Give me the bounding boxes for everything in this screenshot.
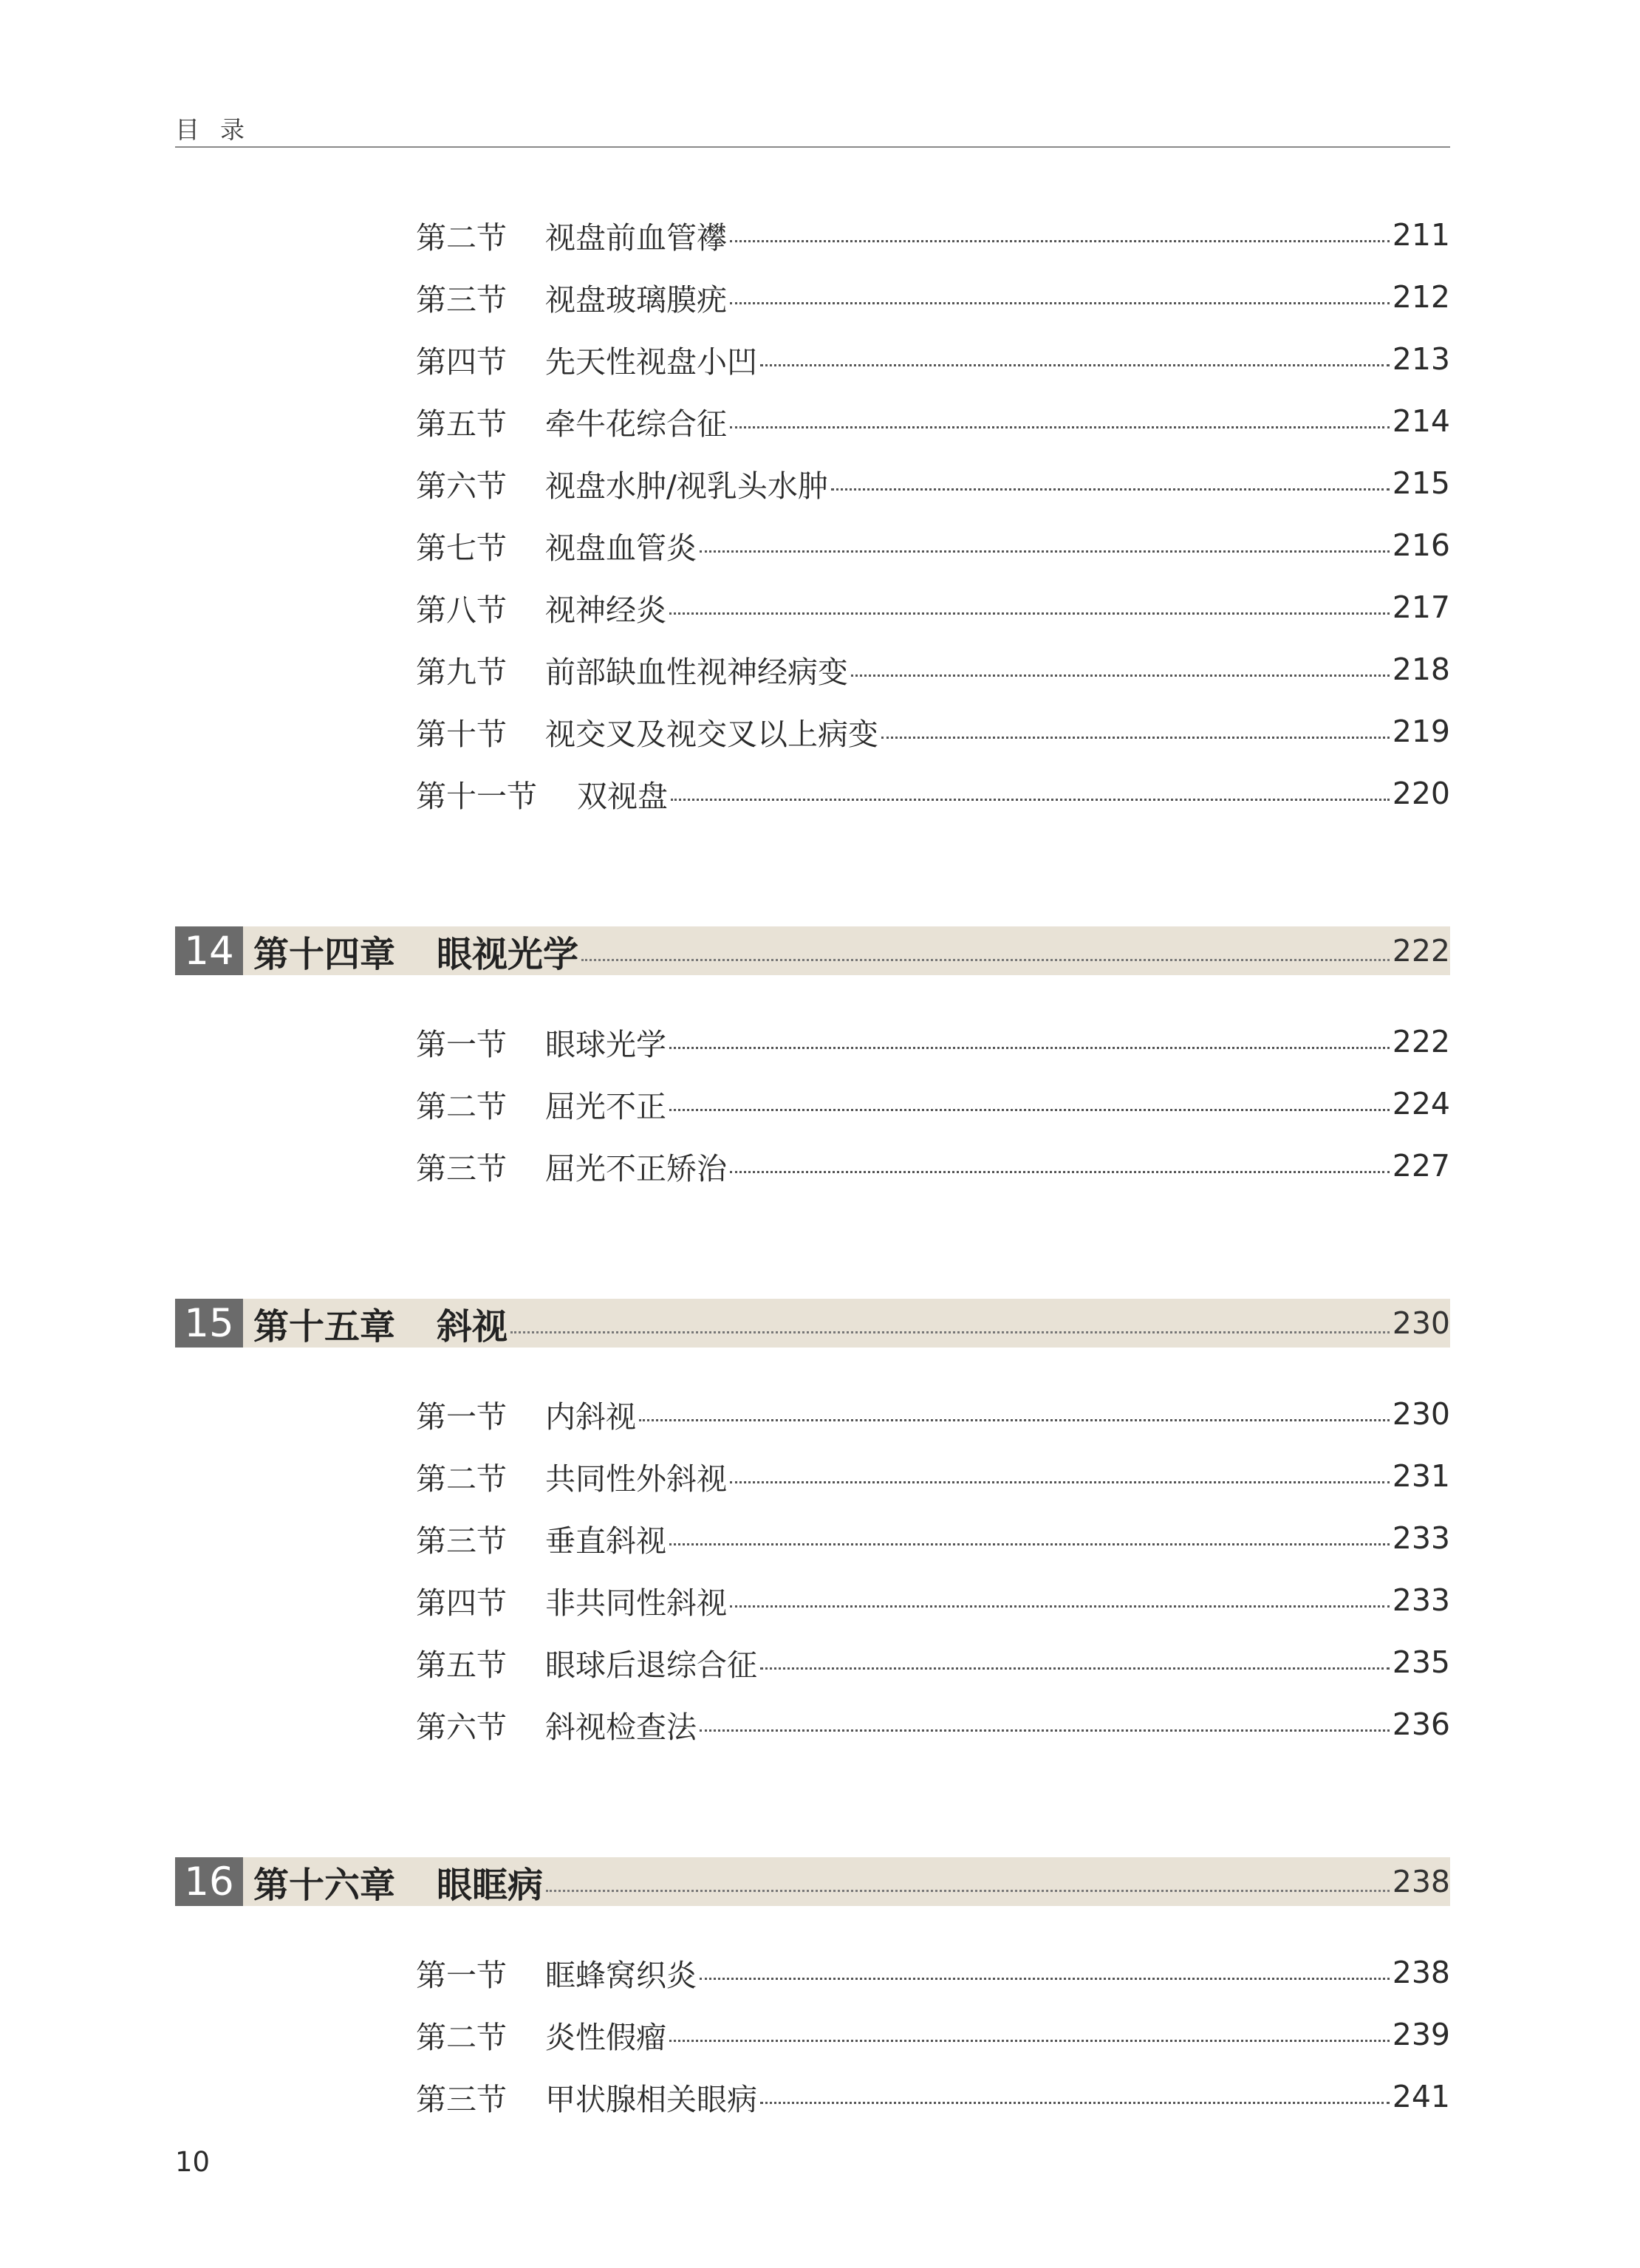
dot-leader: [730, 1171, 1390, 1173]
dot-leader: [730, 240, 1390, 242]
page-ref: 222: [1392, 933, 1450, 969]
section-number: 第十节: [416, 716, 507, 752]
section-title: 内斜视: [545, 1398, 636, 1435]
dot-leader: [700, 1978, 1390, 1980]
dot-leader: [669, 1109, 1390, 1111]
chapter-label: 第十四章: [253, 933, 396, 975]
section-number: 第二节: [416, 1461, 507, 1497]
section-number: 第三节: [416, 281, 507, 318]
chapter-label: 第十六章: [253, 1864, 396, 1906]
section-title: 视盘前血管襻: [545, 219, 727, 256]
dot-leader: [669, 1543, 1390, 1545]
toc-section-row[interactable]: [416, 211, 1450, 259]
dot-leader: [546, 1890, 1390, 1892]
section-number: 第八节: [416, 592, 507, 628]
section-number: 第一节: [416, 1398, 507, 1435]
section-title: 共同性外斜视: [545, 1461, 727, 1497]
section-title: 视盘水肿/视乳头水肿: [545, 468, 828, 504]
dot-leader: [700, 1729, 1390, 1732]
chapter-label: 第十五章: [253, 1305, 396, 1348]
chapter-title: 斜视: [437, 1305, 508, 1348]
section-title: 视盘血管炎: [545, 530, 697, 566]
section-title: 甲状腺相关眼病: [545, 2081, 757, 2117]
page-ref: 233: [1392, 1582, 1450, 1618]
toc-section-row[interactable]: [416, 770, 1450, 817]
page-ref: 235: [1392, 1644, 1450, 1680]
page-ref: 217: [1392, 590, 1450, 625]
page-ref: 230: [1392, 1305, 1450, 1341]
toc-section-row[interactable]: [416, 522, 1450, 569]
section-title: 屈光不正矫治: [545, 1150, 727, 1186]
toc-section-row[interactable]: [416, 1018, 1450, 1065]
dot-leader: [669, 612, 1390, 615]
toc-section-row[interactable]: [416, 1452, 1450, 1500]
page-ref: 238: [1392, 1864, 1450, 1899]
section-number: 第四节: [416, 1585, 507, 1621]
section-title: 非共同性斜视: [545, 1585, 727, 1621]
section-title: 视交叉及视交叉以上病变: [545, 716, 878, 752]
page-ref: 216: [1392, 527, 1450, 563]
page-ref: 233: [1392, 1520, 1450, 1556]
page-ref: 224: [1392, 1086, 1450, 1121]
section-title: 视神经炎: [545, 592, 666, 628]
section-title: 眼球后退综合征: [545, 1647, 757, 1683]
toc-chapter-row[interactable]: [175, 926, 1450, 975]
chapter-number-badge: 14: [175, 926, 243, 975]
toc-section-row[interactable]: [416, 2011, 1450, 2058]
dot-leader: [730, 1605, 1390, 1608]
toc-section-row[interactable]: [416, 1577, 1450, 1624]
section-title: 眶蜂窝织炎: [545, 1957, 697, 1993]
section-title: 眼球光学: [545, 1026, 666, 1062]
page-ref: 219: [1392, 714, 1450, 749]
section-number: 第二节: [416, 2019, 507, 2055]
dot-leader: [581, 959, 1390, 961]
page-ref: 241: [1392, 2079, 1450, 2114]
section-number: 第六节: [416, 468, 507, 504]
page-ref: 218: [1392, 652, 1450, 687]
toc-section-row[interactable]: [416, 1514, 1450, 1562]
toc-chapter-row[interactable]: [175, 1299, 1450, 1348]
section-number: 第一节: [416, 1026, 507, 1062]
toc-chapter-row[interactable]: [175, 1857, 1450, 1906]
dot-leader: [760, 1667, 1390, 1670]
section-title: 先天性视盘小凹: [545, 344, 757, 380]
section-title: 视盘玻璃膜疣: [545, 281, 727, 318]
dot-leader: [700, 550, 1390, 553]
dot-leader: [760, 2102, 1390, 2104]
section-number: 第四节: [416, 344, 507, 380]
dot-leader: [730, 302, 1390, 304]
dot-leader: [730, 426, 1390, 428]
toc-section-row[interactable]: [416, 1390, 1450, 1438]
page-ref: 227: [1392, 1148, 1450, 1183]
dot-leader: [510, 1331, 1390, 1333]
toc-section-row[interactable]: [416, 1080, 1450, 1127]
dot-leader: [730, 1481, 1390, 1483]
section-number: 第三节: [416, 1523, 507, 1559]
dot-leader: [639, 1419, 1390, 1421]
toc-section-row[interactable]: [416, 460, 1450, 507]
section-title: 双视盘: [577, 778, 668, 814]
dot-leader: [881, 737, 1390, 739]
chapter-number-badge: 16: [175, 1857, 243, 1906]
section-number: 第七节: [416, 530, 507, 566]
dot-leader: [669, 1047, 1390, 1049]
toc-section-row[interactable]: [416, 1949, 1450, 1996]
section-title: 牵牛花综合征: [545, 406, 727, 442]
section-number: 第六节: [416, 1709, 507, 1745]
toc-section-row[interactable]: [416, 708, 1450, 755]
section-title: 炎性假瘤: [545, 2019, 666, 2055]
page-ref: 220: [1392, 776, 1450, 811]
page-ref: 211: [1392, 217, 1450, 253]
section-number: 第十一节: [416, 778, 537, 814]
page-header: [175, 111, 1450, 148]
section-number: 第一节: [416, 1957, 507, 1993]
section-number: 第五节: [416, 406, 507, 442]
toc-section-row[interactable]: [416, 335, 1450, 383]
dot-leader: [671, 799, 1390, 801]
toc-section-row[interactable]: [416, 646, 1450, 693]
toc-section-row[interactable]: [416, 1142, 1450, 1189]
dot-leader: [851, 674, 1390, 677]
page-ref: 239: [1392, 2017, 1450, 2052]
toc-section-row[interactable]: [416, 1701, 1450, 1748]
page-ref: 213: [1392, 341, 1450, 377]
dot-leader: [669, 2040, 1390, 2042]
chapter-title: 眼视光学: [437, 933, 579, 975]
section-number: 第五节: [416, 1647, 507, 1683]
page-ref: 212: [1392, 279, 1450, 315]
section-title: 前部缺血性视神经病变: [545, 654, 848, 690]
toc-section-row[interactable]: [416, 584, 1450, 631]
section-title: 屈光不正: [545, 1088, 666, 1124]
section-title: 斜视检查法: [545, 1709, 697, 1745]
page-ref: 214: [1392, 403, 1450, 439]
dot-leader: [831, 488, 1390, 491]
page-ref: 222: [1392, 1024, 1450, 1059]
section-number: 第九节: [416, 654, 507, 690]
chapter-number-badge: 15: [175, 1299, 243, 1348]
page-ref: 231: [1392, 1458, 1450, 1494]
toc-section-row[interactable]: [416, 397, 1450, 445]
toc-section-row[interactable]: [416, 1639, 1450, 1686]
page-number: 10: [175, 2146, 211, 2178]
section-number: 第二节: [416, 1088, 507, 1124]
section-number: 第三节: [416, 2081, 507, 2117]
page-ref: 238: [1392, 1955, 1450, 1990]
section-number: 第二节: [416, 219, 507, 256]
toc-section-row[interactable]: [416, 273, 1450, 321]
header-title: 目录: [175, 115, 265, 144]
chapter-title: 眼眶病: [437, 1864, 544, 1906]
toc-section-row[interactable]: [416, 2073, 1450, 2120]
section-title: 垂直斜视: [545, 1523, 666, 1559]
section-number: 第三节: [416, 1150, 507, 1186]
page-ref: 230: [1392, 1396, 1450, 1432]
page-ref: 215: [1392, 465, 1450, 501]
page-ref: 236: [1392, 1707, 1450, 1742]
dot-leader: [760, 364, 1390, 366]
